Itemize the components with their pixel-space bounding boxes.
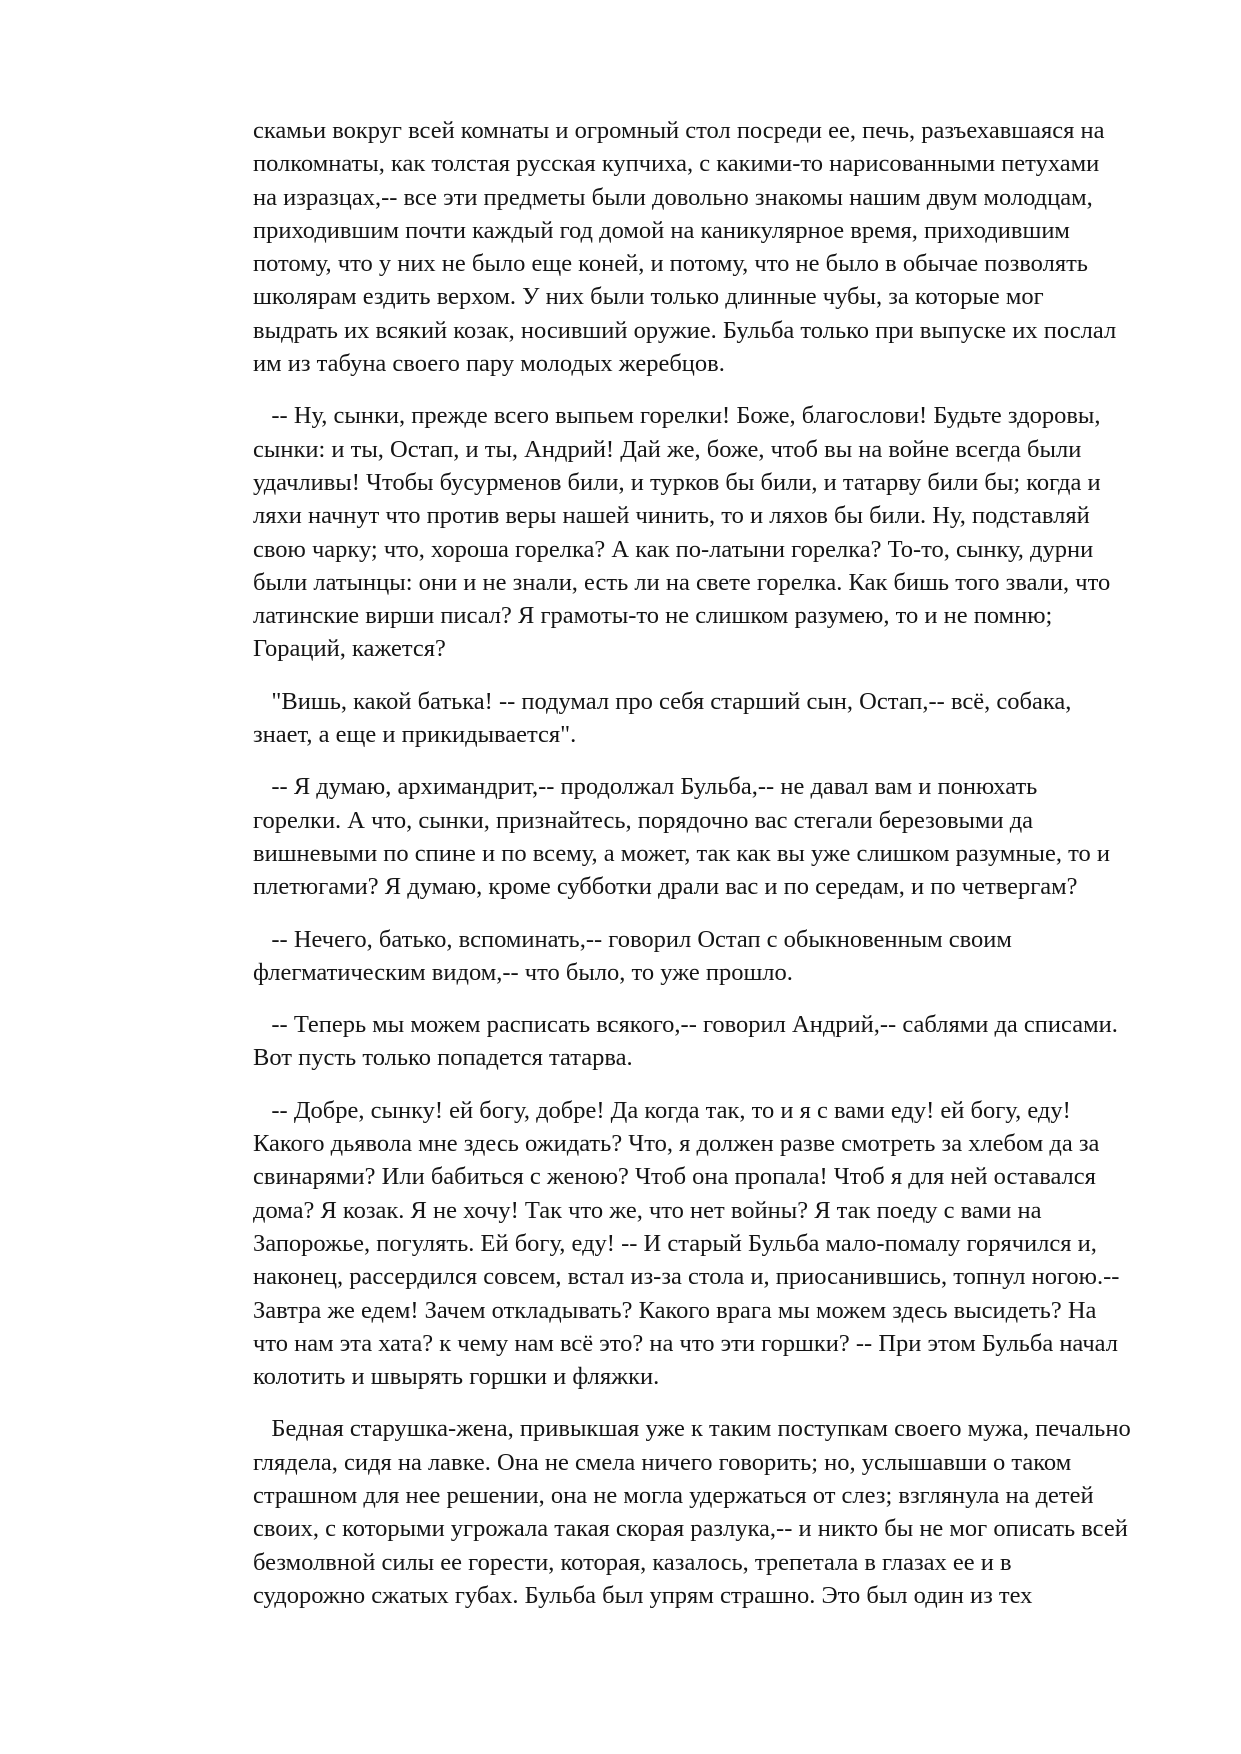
text-line: колотить и швырять горшки и фляжки.	[253, 1363, 660, 1391]
text-line: Какого дьявола мне здесь ожидать? Что, я должен разве смотреть за хлебом да за	[253, 1130, 1100, 1158]
text-line: -- Я думаю, архимандрит,-- продолжал Бульба,-- не давал вам и понюхать	[253, 773, 1038, 801]
text-line: безмолвной силы ее горести, которая, казалось, трепетала в глазах ее и в	[253, 1548, 1012, 1576]
text-line: флегматическим видом,-- что было, то уже прошло.	[253, 958, 793, 986]
paragraph	[253, 770, 1153, 903]
paragraph	[253, 1094, 1153, 1394]
text-line: им из табуна своего пару молодых жеребцов.	[253, 350, 725, 378]
text-line: -- Нечего, батько, вспоминать,-- говорил Остап с обыкновенным своим	[253, 925, 1012, 953]
text-line: -- Теперь мы можем расписать всякого,-- говорил Андрий,-- саблями да списами.	[253, 1011, 1118, 1039]
paragraph	[253, 923, 1153, 990]
text-line: сынки: и ты, Остап, и ты, Андрий! Дай же, боже, чтоб вы на войне всегда были	[253, 435, 1082, 463]
text-line: полкомнаты, как толстая русская купчиха, с какими-то нарисованными петухами	[253, 150, 1100, 178]
text-line: Бедная старушка-жена, привыкшая уже к таким поступкам своего мужа, печально	[253, 1415, 1131, 1443]
text-line: -- Ну, сынки, прежде всего выпьем горелки! Боже, благослови! Будьте здоровы,	[253, 402, 1101, 430]
text-line: глядела, сидя на лавке. Она не смела ничего говорить; но, услышавши о таком	[253, 1448, 1072, 1476]
text-line: судорожно сжатых губах. Бульба был упрям страшно. Это был один из тех	[253, 1581, 1033, 1609]
text-line: страшном для нее решении, она не могла удержаться от слез; взглянула на детей	[253, 1481, 1094, 1509]
text-line: что нам эта хата? к чему нам всё это? на что эти горшки? -- При этом Бульба начал	[253, 1329, 1118, 1357]
text-line: Гораций, кажется?	[253, 635, 446, 663]
text-line: знает, а еще и прикидывается".	[253, 721, 577, 749]
text-line: горелки. А что, сынки, признайтесь, порядочно вас стегали березовыми да	[253, 806, 1034, 834]
paragraph	[253, 114, 1153, 380]
text-line: потому, что у них не было еще коней, и потому, что не было в обычае позволять	[253, 250, 1088, 278]
paragraph	[253, 399, 1153, 665]
text-line: на изразцах,-- все эти предметы были довольно знакомы нашим двум молодцам,	[253, 183, 1093, 211]
text-line: -- Добре, сынку! ей богу, добре! Да когда так, то и я с вами еду! ей богу, еду!	[253, 1096, 1071, 1124]
text-line: ляхи начнут что против веры нашей чинить, то и ляхов бы били. Ну, подставляй	[253, 502, 1090, 530]
text-line: школярам ездить верхом. У них были только длинные чубы, за которые мог	[253, 283, 1044, 311]
paragraph	[253, 1008, 1153, 1075]
document-page	[253, 114, 1153, 1631]
paragraph	[253, 685, 1153, 752]
text-line: "Вишь, какой батька! -- подумал про себя старший сын, Остап,-- всё, собака,	[253, 687, 1072, 715]
text-line: свинарями? Или бабиться с женою? Чтоб она пропала! Чтоб я для ней оставался	[253, 1163, 1096, 1191]
text-line: приходившим почти каждый год домой на каникулярное время, приходившим	[253, 216, 1070, 244]
text-line: свою чарку; что, хороша горелка? А как по-латыни горелка? То-то, сынку, дурни	[253, 535, 1094, 563]
text-line: своих, с которыми угрожала такая скорая разлука,-- и никто бы не мог описать всей	[253, 1515, 1128, 1543]
text-line: Вот пусть только попадется татарва.	[253, 1044, 633, 1072]
text-line: были латынцы: они и не знали, есть ли на свете горелка. Как бишь того звали, что	[253, 568, 1111, 596]
text-line: вишневыми по спине и по всему, а может, так как вы уже слишком разумные, то и	[253, 839, 1110, 867]
text-line: Завтра же едем! Зачем откладывать? Какого врага мы можем здесь высидеть? На	[253, 1296, 1097, 1324]
text-line: Запорожье, погулять. Ей богу, еду! -- И старый Бульба мало-помалу горячился и,	[253, 1229, 1097, 1257]
text-line: наконец, рассердился совсем, встал из-за стола и, приосанившись, топнул ногою.--	[253, 1263, 1120, 1291]
text-line: выдрать их всякий козак, носивший оружие. Бульба только при выпуске их послал	[253, 316, 1117, 344]
text-line: латинские вирши писал? Я грамоты-то не слишком разумею, то и не помню;	[253, 602, 1053, 630]
text-line: плетюгами? Я думаю, кроме субботки драли вас и по середам, и по четвергам?	[253, 873, 1078, 901]
text-line: скамьи вокруг всей комнаты и огромный стол посреди ее, печь, разъехавшаяся на	[253, 117, 1105, 144]
paragraph	[253, 1412, 1153, 1612]
text-line: дома? Я козак. Я не хочу! Так что же, что нет войны? Я так поеду с вами на	[253, 1196, 1042, 1224]
text-line: удачливы! Чтобы бусурменов били, и турков бы били, и татарву били бы; когда и	[253, 468, 1101, 496]
